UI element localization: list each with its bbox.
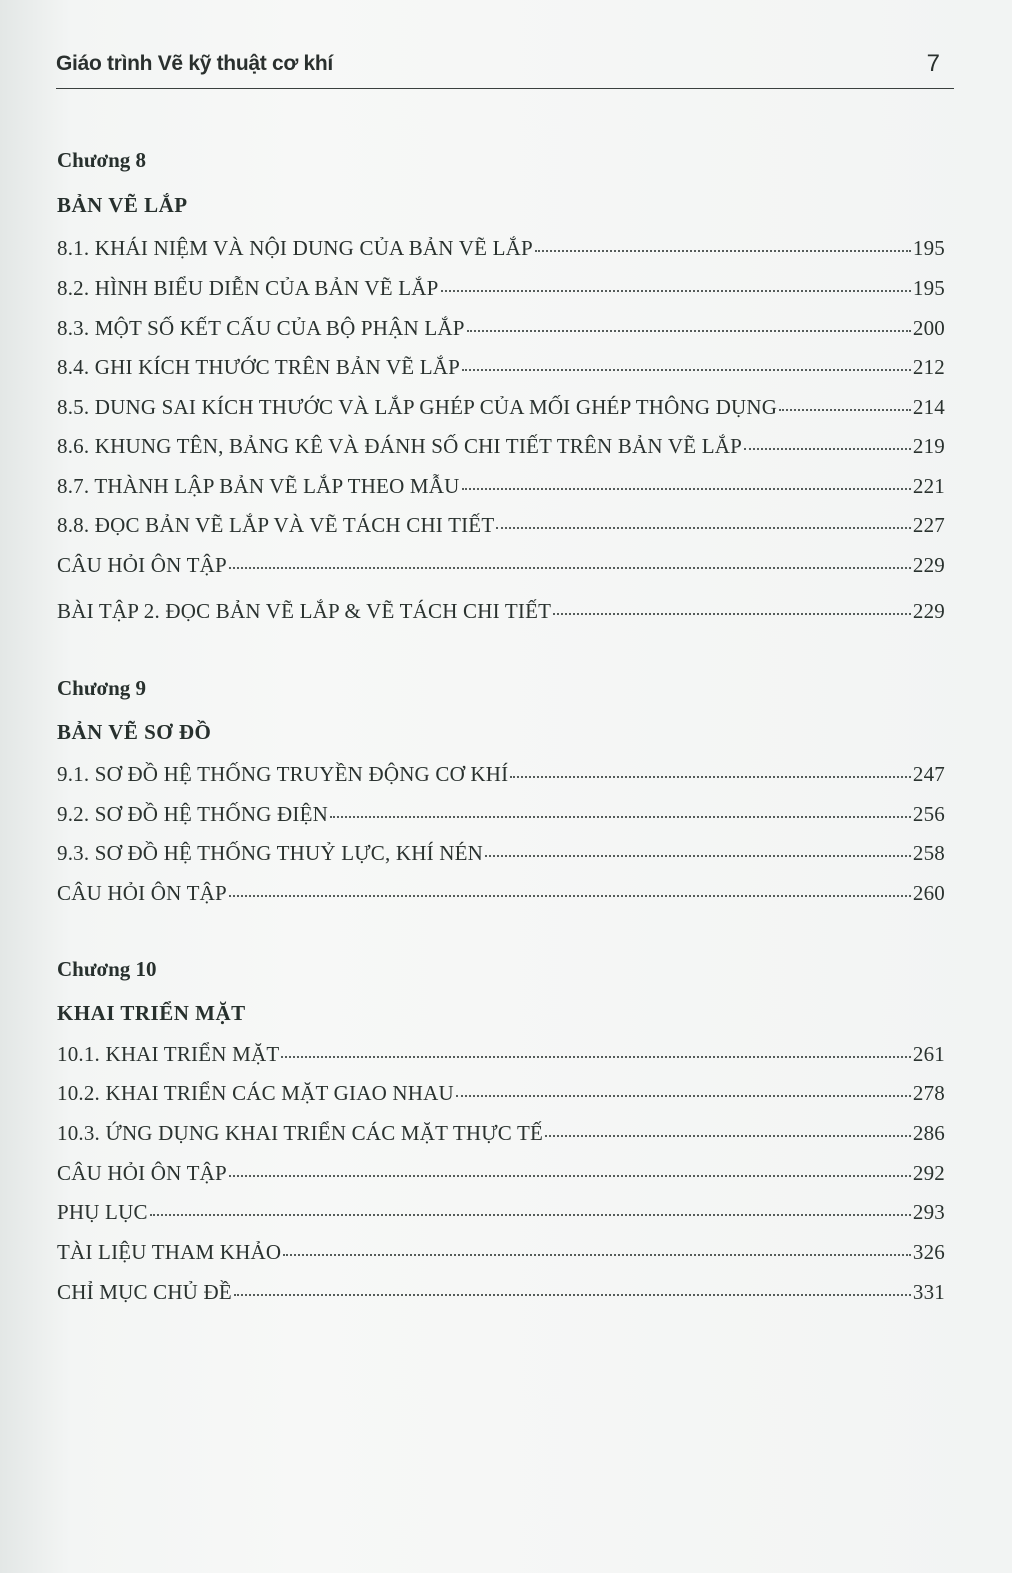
- leader-dots: [510, 775, 911, 778]
- toc-entry[interactable]: [57, 1042, 945, 1072]
- leader-dots: [441, 289, 911, 292]
- running-header: [56, 50, 954, 89]
- toc-entry-page: 331: [912, 1280, 945, 1304]
- toc-entry-page: 227: [912, 513, 945, 537]
- toc-entry-title: BÀI TẬP 2. ĐỌC BẢN VẼ LẮP & VẼ TÁCH CHI TIẾT: [57, 599, 552, 623]
- toc-entry-page: 278: [912, 1081, 945, 1105]
- leader-dots: [229, 1174, 911, 1177]
- toc-entry-title: 9.2. SƠ ĐỒ HỆ THỐNG ĐIỆN: [57, 802, 328, 826]
- leader-dots: [150, 1213, 911, 1216]
- leader-dots: [283, 1253, 911, 1256]
- toc-entry-page: 195: [912, 236, 945, 260]
- toc-entry-page: 212: [912, 355, 945, 379]
- chapter-label: Chương 9: [57, 676, 147, 700]
- toc-entry[interactable]: [57, 1121, 945, 1151]
- leader-dots: [330, 815, 911, 818]
- toc-entry[interactable]: [57, 513, 945, 543]
- toc-entry-title: CHỈ MỤC CHỦ ĐỀ: [57, 1280, 232, 1304]
- toc-entry-page: 229: [912, 599, 945, 623]
- leader-dots: [535, 249, 911, 252]
- toc-entry-page: 293: [912, 1200, 945, 1224]
- toc-entry-page: 260: [912, 881, 945, 905]
- toc-entry-title: CÂU HỎI ÔN TẬP: [57, 553, 227, 577]
- leader-dots: [229, 566, 911, 569]
- chapter-label: Chương 8: [57, 148, 147, 172]
- toc-entry-title: 9.1. SƠ ĐỒ HỆ THỐNG TRUYỀN ĐỘNG CƠ KHÍ: [57, 762, 509, 786]
- toc-entry-title: CÂU HỎI ÔN TẬP: [57, 881, 227, 905]
- leader-dots: [744, 447, 911, 450]
- toc-entry-title: 9.3. SƠ ĐỒ HỆ THỐNG THUỶ LỰC, KHÍ NÉN: [57, 841, 483, 865]
- chapter-title: BẢN VẼ SƠ ĐỒ: [57, 720, 212, 744]
- toc-entry-title: 8.8. ĐỌC BẢN VẼ LẮP VÀ VẼ TÁCH CHI TIẾT: [57, 513, 495, 537]
- toc-entry-page: 256: [912, 802, 945, 826]
- toc-entry[interactable]: [57, 1240, 945, 1270]
- chapter-title: KHAI TRIỂN MẶT: [57, 1001, 246, 1025]
- toc-entry-page: 292: [912, 1161, 945, 1185]
- leader-dots: [545, 1134, 911, 1137]
- leader-dots: [462, 368, 911, 371]
- toc-entry-title: TÀI LIỆU THAM KHẢO: [57, 1240, 282, 1264]
- toc-entry[interactable]: [57, 474, 945, 504]
- toc-entry-title: 8.5. DUNG SAI KÍCH THƯỚC VÀ LẮP GHÉP CỦA MỐI GHÉP THÔNG DỤNG: [57, 395, 778, 419]
- toc-entry-page: 258: [912, 841, 945, 865]
- toc-entry-title: 10.3. ỨNG DỤNG KHAI TRIỂN CÁC MẶT THỰC TẾ: [57, 1121, 544, 1145]
- leader-dots: [485, 854, 911, 857]
- toc-entry-page: 326: [912, 1240, 945, 1264]
- toc-entry[interactable]: [57, 841, 945, 871]
- leader-dots: [229, 894, 911, 897]
- toc-entry-title: 8.2. HÌNH BIỂU DIỄN CỦA BẢN VẼ LẮP: [57, 276, 439, 300]
- toc-entry-title: 10.1. KHAI TRIỂN MẶT: [57, 1042, 280, 1066]
- toc-entry[interactable]: [57, 316, 945, 346]
- toc-entry-page: 219: [912, 434, 945, 458]
- toc-entry[interactable]: [57, 881, 945, 911]
- chapter-label: Chương 10: [57, 957, 157, 981]
- chapter-title: BẢN VẼ LẮP: [57, 193, 188, 217]
- toc-entry-title: 8.6. KHUNG TÊN, BẢNG KÊ VÀ ĐÁNH SỐ CHI TIẾT TRÊN BẢN VẼ LẮP: [57, 434, 742, 458]
- toc-entry-title: 8.3. MỘT SỐ KẾT CẤU CỦA BỘ PHẬN LẮP: [57, 316, 465, 340]
- leader-dots: [779, 408, 911, 411]
- toc-entry-page: 195: [912, 276, 945, 300]
- leader-dots: [281, 1055, 911, 1058]
- toc-entry-page: 247: [912, 762, 945, 786]
- toc-entry-title: 8.7. THÀNH LẬP BẢN VẼ LẮP THEO MẪU: [57, 474, 460, 498]
- toc-entry[interactable]: [57, 1081, 945, 1111]
- book-title: Giáo trình Vẽ kỹ thuật cơ khí: [56, 52, 333, 75]
- leader-dots: [456, 1094, 911, 1097]
- toc-entry-title: 10.2. KHAI TRIỂN CÁC MẶT GIAO NHAU: [57, 1081, 454, 1105]
- toc-entry[interactable]: [57, 355, 945, 385]
- toc-entry[interactable]: [57, 1280, 945, 1310]
- toc-entry-title: 8.4. GHI KÍCH THƯỚC TRÊN BẢN VẼ LẮP: [57, 355, 461, 379]
- toc-entry-title: CÂU HỎI ÔN TẬP: [57, 1161, 227, 1185]
- toc-entry[interactable]: [57, 762, 945, 792]
- toc-entry[interactable]: [57, 434, 945, 464]
- toc-entry[interactable]: [57, 236, 945, 266]
- toc-entry[interactable]: [57, 1161, 945, 1191]
- toc-entry[interactable]: [57, 1200, 945, 1230]
- toc-entry-page: 214: [912, 395, 945, 419]
- leader-dots: [467, 329, 911, 332]
- toc-entry[interactable]: [57, 395, 945, 425]
- toc-entry[interactable]: [57, 802, 945, 832]
- toc-entry-page: 261: [912, 1042, 945, 1066]
- leader-dots: [553, 612, 911, 615]
- toc-entry-page: 286: [912, 1121, 945, 1145]
- toc-entry-page: 200: [912, 316, 945, 340]
- toc-entry-page: 221: [912, 474, 945, 498]
- page-number: 7: [926, 50, 940, 77]
- toc-entry-page: 229: [912, 553, 945, 577]
- leader-dots: [496, 526, 911, 529]
- toc-entry[interactable]: [57, 276, 945, 306]
- toc-entry[interactable]: [57, 599, 945, 629]
- leader-dots: [462, 487, 911, 490]
- toc-entry-title: PHỤ LỤC: [57, 1200, 148, 1224]
- toc-entry-title: 8.1. KHÁI NIỆM VÀ NỘI DUNG CỦA BẢN VẼ LẮP: [57, 236, 533, 260]
- leader-dots: [234, 1293, 911, 1296]
- toc-entry[interactable]: [57, 553, 945, 583]
